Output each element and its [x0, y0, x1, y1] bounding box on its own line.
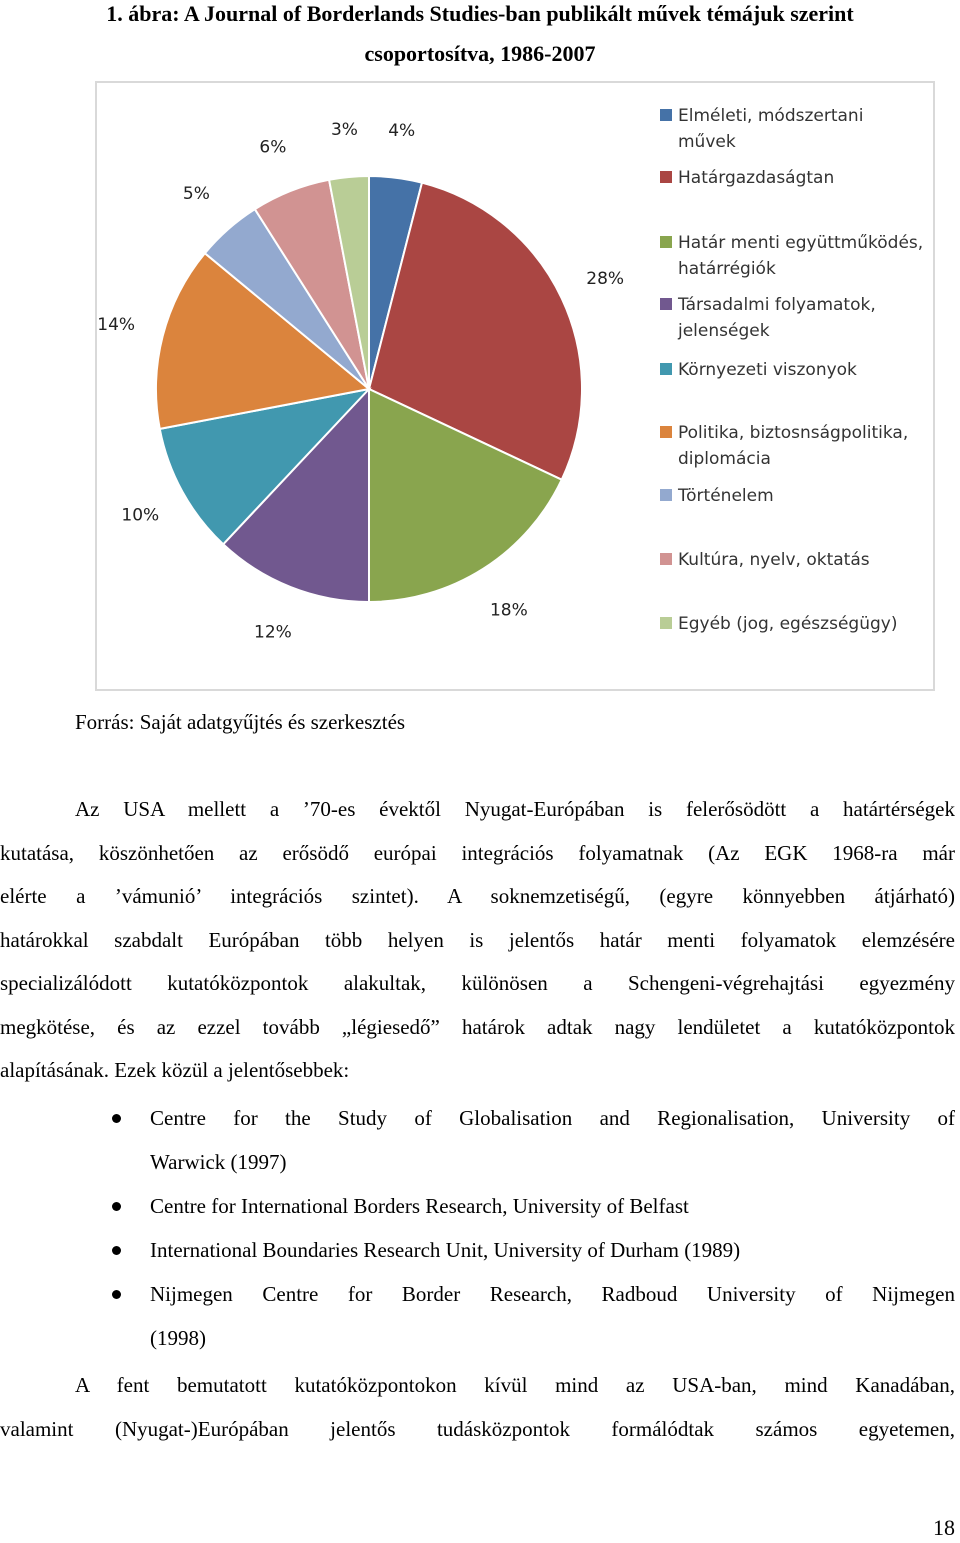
legend-swatch — [660, 171, 672, 183]
pie-data-label: 14% — [97, 315, 136, 336]
bullet-icon — [112, 1290, 121, 1299]
pie-data-label: 5% — [182, 184, 210, 205]
legend-swatch — [660, 363, 672, 375]
paragraph-line: megkötése, és az ezzel tovább „légiesedő” határok adtak nagy lendületet a kutatóközpontok — [0, 1014, 955, 1039]
pie-chart — [97, 83, 933, 689]
pie-data-label: 28% — [586, 268, 625, 289]
legend-swatch — [660, 553, 672, 565]
paragraph-line: valamint (Nyugat-)Európában jelentős tudásközpontok formálódtak számos egyetemen, — [0, 1416, 955, 1441]
pie-data-label: 4% — [388, 121, 416, 142]
paragraph-1 — [0, 788, 955, 1093]
pie-data-label: 6% — [259, 137, 287, 158]
bullet-icon — [112, 1114, 121, 1123]
list-item-text: Centre for the Study of Globalisation and Regionalisation, University of — [150, 1106, 955, 1130]
legend-label: Kultúra, nyelv, oktatás — [678, 550, 870, 570]
list-item-text: International Boundaries Research Unit, University of Durham (1989) — [150, 1238, 741, 1262]
legend-label: Környezeti viszonyok — [678, 360, 857, 380]
figure-source: Forrás: Saját adatgyűjtés és szerkesztés — [75, 710, 406, 734]
legend-swatch — [660, 617, 672, 629]
legend-label: Elméleti, módszertani — [678, 106, 864, 126]
legend-label: határrégiók — [678, 259, 776, 279]
legend-label: művek — [678, 132, 736, 152]
legend-label: Történelem — [678, 486, 774, 506]
list-item — [0, 1096, 955, 1184]
bullet-list — [0, 1096, 955, 1360]
legend-label: Határgazdaságtan — [678, 168, 835, 188]
pie-data-label: 18% — [489, 600, 528, 621]
list-item — [0, 1228, 955, 1272]
list-item-text: Centre for International Borders Research, University of Belfast — [150, 1194, 689, 1218]
paragraph-line: A fent bemutatott kutatóközpontokon kívül mind az USA-ban, mind Kanadában, — [75, 1373, 955, 1397]
legend-swatch — [660, 489, 672, 501]
pie-data-label: 3% — [330, 120, 358, 141]
paragraph-line: elérte a ’vámunió’ integrációs szintet). A soknemzetiségű, (egyre könnyebben átjárható) — [0, 884, 955, 908]
bullet-icon — [112, 1202, 121, 1211]
legend-label: Határ menti együttműködés, — [678, 233, 924, 253]
pie-data-label: 10% — [121, 505, 160, 526]
list-item — [0, 1272, 955, 1360]
list-item-text: Nijmegen Centre for Border Research, Radboud University of Nijmegen — [150, 1282, 955, 1306]
legend-swatch — [660, 236, 672, 248]
list-item-text: (1998) — [150, 1326, 206, 1350]
paragraph-line: Az USA mellett a ’70-es évektől Nyugat-Európában is felerősödött a határtérségek — [75, 797, 955, 821]
legend-swatch — [660, 109, 672, 121]
figure-title-line-2: csoportosítva, 1986-2007 — [364, 41, 596, 66]
list-item — [0, 1184, 955, 1228]
pie-data-label: 12% — [254, 622, 292, 643]
page-number: 18 — [933, 1515, 955, 1540]
paragraph-line: specializálódott kutatóközpontok alakultak, különösen a Schengeni-végrehajtási egyezmény — [0, 971, 955, 995]
paragraph-line: kutatása, köszönhetően az erősödő európai integrációs folyamatnak (Az EGK 1968-ra már — [0, 840, 955, 865]
legend-label: Társadalmi folyamatok, — [678, 295, 876, 315]
legend-label: Politika, biztosnságpolitika, — [678, 423, 909, 443]
bullet-icon — [112, 1246, 121, 1255]
legend-swatch — [660, 298, 672, 310]
list-item-text: Warwick (1997) — [150, 1150, 287, 1174]
paragraph-line: alapításának. Ezek közül a jelentősebbek: — [0, 1058, 350, 1082]
legend-swatch — [660, 426, 672, 438]
legend-label: jelenségek — [678, 321, 770, 341]
legend-label: Egyéb (jog, egészségügy) — [678, 614, 898, 634]
chart-frame — [95, 81, 935, 691]
figure-title-line-1: 1. ábra: A Journal of Borderlands Studies-ban publikált művek témájuk szerint — [106, 1, 854, 26]
paragraph-line: határokkal szabdalt Európában több helyen is jelentős határ menti folyamatok elemzésére — [0, 927, 955, 952]
paragraph-2 — [0, 1364, 955, 1451]
legend-label: diplomácia — [678, 449, 771, 469]
